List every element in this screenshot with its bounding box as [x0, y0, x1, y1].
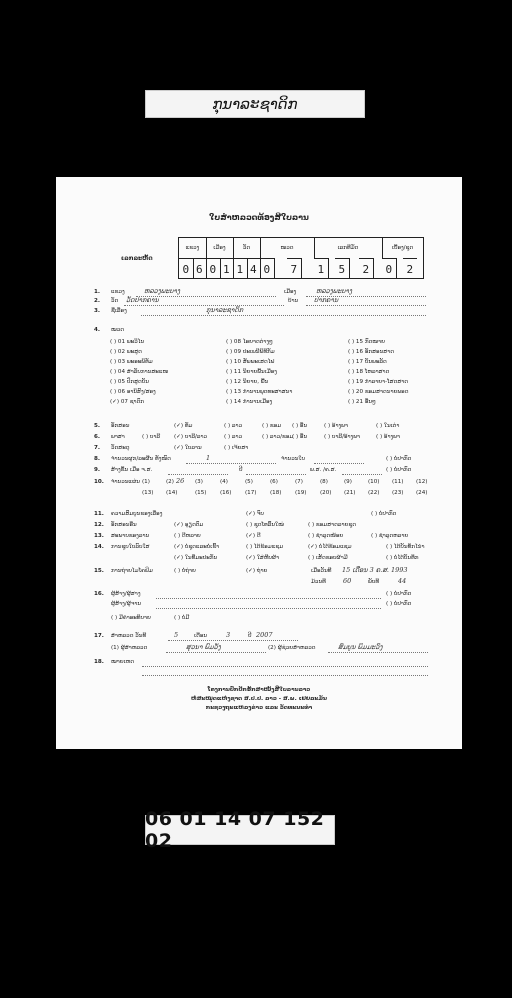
category-option: ( ) 19 ກຳລາຍາ-ໂສດສາດ [348, 379, 409, 385]
sheet-count-cell: (14) [166, 490, 178, 496]
province-value: ຫລວງພະບາງ [144, 287, 181, 295]
language-option: ( ) ບາລີ/ອ້າງພາ [324, 434, 361, 440]
sheet-count-cell: (2) [166, 479, 174, 485]
sheet-count-cell: (11) [392, 479, 404, 485]
code-digit: 1 [233, 258, 248, 279]
category-option: ( ) 14 ກຳນານເມືອງ [226, 399, 273, 405]
field-number: 18. [94, 659, 104, 665]
category-label: ໝວດ [111, 327, 125, 333]
assistant-surveyor-name: ສົມບູນ ພິມມະວົງ [338, 643, 383, 651]
category-option-selected: (✓) 07 ຊາດົກ [110, 399, 145, 405]
code-digit: 0 [382, 258, 397, 279]
code-digit: 1 [220, 258, 235, 279]
created-label: ສ້າງຂຶ້ນ ເມື່ອ ຈ.ສ. [111, 467, 153, 473]
category-option: ( ) 02 ພະສູດ [110, 349, 142, 355]
material-option-selected: (✓) ໃບລານ [174, 445, 202, 451]
survey-day: 5 [174, 631, 179, 639]
code-grid [178, 237, 424, 279]
other-script-option: ( ) ຊຸດໂທລົ້ນໃໝ່ [246, 522, 284, 528]
assistant-surveyor-label: (2) ຜູ້ຊ່ວຍສຳຫລວດ [268, 645, 316, 651]
condition-option: ( ) ຊຳລຸດໜ້ອຍ [308, 533, 344, 539]
survey-year: 2007 [256, 631, 273, 639]
created-unknown: ( ) ບໍ່ປາກົດ [386, 467, 412, 473]
field-number: 9. [94, 467, 101, 473]
category-option: ( ) 05 ປົກສູດບັນ [110, 379, 149, 385]
other-script-option: (✓) ອຸຽດຕົມ [174, 522, 204, 528]
code-digit: 7 [287, 258, 302, 279]
month-label: ເດືອນ [194, 633, 208, 639]
category-option: ( ) 06 ອານິສົງ/ສອງ [110, 389, 156, 395]
field-number: 3. [94, 308, 101, 314]
category-option: ( ) 13 ກຳນານພຸດທະສາສນາ [226, 389, 293, 395]
field-number: 10. [94, 479, 104, 485]
microfilm-date-label: ເມື່ອວັນທີ [311, 568, 332, 574]
survey-month: 3 [226, 631, 231, 639]
microfilm-option: ( ) ບໍ່ຖ່າຍ [174, 568, 196, 574]
script-label: ອັກສອນ [111, 423, 130, 429]
script-option: ( ) ອ້າງພາ [324, 423, 349, 429]
category-option: ( ) 17 ບັນພະລັດ [348, 359, 387, 365]
language-option: ( ) ລາວ [224, 434, 243, 440]
code-digit: 5 [335, 258, 350, 279]
category-option: ( ) 10 ສັພພະເສດໄຟ [226, 359, 275, 365]
microfilm-label: ການຖ່າຍໄມໂຄຟິມ [111, 568, 153, 574]
sheet-count-cell: (4) [220, 479, 228, 485]
bundle-count-label: ຈຳນວນຜູກ/ລະຜືນ ທັງໝົດ [111, 456, 171, 462]
scribe-unknown: ( ) ບໍ່ປາກົດ [386, 601, 412, 607]
form-title: ໃບສຳຫລວດທ້ອງສີໃບລານ [209, 213, 309, 222]
sheet-count-cell: (8) [320, 479, 328, 485]
temple-value: ວັດປາກຄານ [126, 296, 159, 304]
sheet-count-value: 26 [176, 477, 185, 485]
field-number: 11. [94, 511, 104, 517]
bundle-count-value: 1 [206, 454, 211, 462]
code-digit: 2 [403, 258, 417, 279]
category-option: ( ) 15 ກົດໝາຍ [348, 339, 385, 345]
field-number: 15. [94, 568, 104, 574]
sheet-count-cell: (12) [416, 479, 428, 485]
category-option: ( ) 11 ນິຍາຍພື້ນເມືອງ [226, 369, 277, 375]
code-digit: 1 [314, 258, 329, 279]
microfilm-option-selected: (✓) ຖ່າຍ [246, 568, 268, 574]
category-option: ( ) 12 ນິຍາຍ, ພື້ນ [226, 379, 269, 385]
condition-option: ( ) ຊຳລຸດຫລາຍ [371, 533, 409, 539]
code-header: ເລກທີມັດ [314, 238, 383, 258]
category-option: ( ) 04 ສຳລັບການສະແໜ [110, 369, 169, 375]
field-number: 5. [94, 423, 101, 429]
roll-label: ມ້ວນທີ [311, 579, 326, 585]
sheet-count-cell: (10) [368, 479, 380, 485]
microfilm-date-value: 15 ເດືອນ 3 ຄ.ສ. 1993 [342, 566, 408, 574]
sheet-count-cell: (6) [270, 479, 278, 485]
title-label-strip: ກຸນາລະຊາດິກ [145, 90, 365, 118]
preservation-option: ( ) ບໍ່ໄດ້ບັນທຶກ [386, 555, 419, 561]
code-digit: 6 [193, 258, 208, 279]
sheet-count-cell: (24) [416, 490, 428, 496]
field-number: 2. [94, 298, 101, 304]
condition-option: ( ) ດີຫລາຍ [174, 533, 201, 539]
era-label: ພ.ສ. /ຄ.ສ. [310, 467, 337, 473]
preservation-option: (✓) ໃສ່ຫີບຜ້າ [246, 555, 280, 561]
sheet-count-cell: (21) [344, 490, 356, 496]
material-label: ວັດສະດຸ [111, 445, 130, 451]
story-title-value: ກຸນາລະຊາດິກ [206, 306, 244, 314]
roll-value: 60 [343, 577, 352, 585]
category-option: ( ) 16 ອັກສອນສາດ [348, 349, 394, 355]
story-title-label: ຊື່ເລື່ອງ [111, 308, 127, 314]
script-option: (✓) ທັມ [174, 423, 193, 429]
sheet-count-cell: (3) [195, 479, 203, 485]
other-script-option: ( ) ຂອມສາດລາຍຊຸດ [308, 522, 356, 528]
year-label: ປີ [248, 633, 252, 639]
language-option: ( ) ລາວ/ຂອມ [262, 434, 294, 440]
material-option: ( ) ເຈ້ຍສາ [224, 445, 249, 451]
condition-option-selected: (✓) ດີ [246, 533, 261, 539]
field-number: 6. [94, 434, 101, 440]
code-label-strip: 06 01 14 07 152 02 [145, 815, 335, 845]
field-number: 17. [94, 633, 104, 639]
preservation-option: (✓) ໃນທີ່ມະປະກັນ [174, 555, 218, 561]
category-option: ( ) 08 ໄອຍາດຕ່າງໆ [226, 339, 273, 345]
district-value: ຫລວງພະບາງ [316, 287, 353, 295]
survey-form [56, 177, 462, 749]
sheet-count-cell: (17) [245, 490, 257, 496]
footer-library: ຫໍສະໝຸດແຫ່ງຊາດ ສ.ປ.ປ. ລາວ - ສ.ພ. ເຢຍລະມັນ [190, 696, 328, 702]
field-number: 13. [94, 533, 104, 539]
scribe-label: ຜູ້ສ້າງ/ຜູ້ຈານ [111, 601, 142, 607]
sheet-count-cell: (1) [142, 479, 150, 485]
preservation-option: (✓) ບໍ່ຊຸດແລະບໍ່ເຂົ້າ [174, 544, 220, 550]
sheet-count-cell: (13) [142, 490, 154, 496]
field-number: 16. [94, 591, 104, 597]
village-value: ປາກຄານ [314, 296, 339, 304]
language-option: ( ) ອ້າງພາ [376, 434, 401, 440]
author-label: ຜູ້ສ້າງ/ຜູ້ສາງ [111, 591, 141, 597]
completeness-option: ( ) ບໍ່ປາກົດ [371, 511, 397, 517]
sheet-count-cell: (15) [195, 490, 207, 496]
footer-ministry: ກະຊວງຖະແຫລງຂ່າວ ແລະ ວັດທະນະທຳ [205, 705, 313, 711]
category-option: ( ) 18 ໂຫລາສາດ [348, 369, 390, 375]
category-option: ( ) 03 ພະອະພິທັມ [110, 359, 153, 365]
sheet-count-cell: (20) [320, 490, 332, 496]
code-digit: 0 [206, 258, 221, 279]
sheet-count-cell: (9) [344, 479, 352, 485]
script-option: ( ) ລາວ [224, 423, 243, 429]
leaf-count-unknown: ( ) ບໍ່ປາກົດ [386, 456, 412, 462]
script-option: ( ) ໃນເຕ່າ [376, 423, 400, 429]
script-option: ( ) ອື່ນ [292, 423, 308, 429]
code-digit: 0 [179, 258, 194, 279]
preservation-option: ( ) ໄດ້ຂ້ອມແຊມ [246, 544, 284, 550]
code-header: ເມືອງ [206, 238, 234, 258]
village-label: ບ້ານ [288, 298, 299, 304]
language-option: ( ) ອື່ນ [292, 434, 308, 440]
frame-label: ພັບທີ [368, 579, 380, 585]
preservation-option: ( ) ໄດ້ບັນທຶກໄນຳ [386, 544, 425, 550]
explanation-option: ( ) ບໍ່ມີ [174, 615, 190, 621]
survey-date-label: ສຳຫລວດ ວັນທີ [111, 633, 147, 639]
code-header: ໝວດ [260, 238, 315, 258]
completeness-label: ຄວາມສົມບູນຂອງເລື່ອງ [111, 511, 163, 517]
sheet-count-cell: (7) [295, 479, 303, 485]
code-digit: 4 [247, 258, 262, 279]
code-header: ແຂວງ [179, 238, 207, 258]
other-script-label: ອັກສອນອື່ນ [111, 522, 137, 528]
code-header: ເບື້ອງ/ຊຸດ [391, 245, 414, 251]
explanation-label: ( ) ມີຄຳອະທິບາຍ [111, 615, 151, 621]
category-option: ( ) 01 ພະວິໄນ [110, 339, 145, 345]
category-option: ( ) 20 ຂອມສາດນາຍພອດ [348, 389, 409, 395]
language-label: ພາສາ [111, 434, 125, 440]
year-label: ປີ [239, 467, 243, 473]
condition-label: ສະພາບຂອງລານ [111, 533, 150, 539]
field-number: 1. [94, 289, 101, 295]
code-digit: 2 [359, 258, 374, 279]
field-number: 14. [94, 544, 104, 550]
sheet-count-cell: (19) [295, 490, 307, 496]
preservation-option: (✓) ບໍ່ໄດ້ຂ້ອມແຊມ [308, 544, 352, 550]
frame-value: 44 [398, 577, 407, 585]
field-number: 4. [94, 327, 101, 333]
district-label: ເມືອງ [284, 289, 297, 295]
surveyor-label: (1) ຜູ້ສຳຫລວດ [111, 645, 148, 651]
preservation-option: ( ) ເສັດຂອບຜ້າມີ [308, 555, 348, 561]
field-number: 7. [94, 445, 101, 451]
category-option: ( ) 09 ປະເພນີພິທີກັມ [226, 349, 275, 355]
completeness-option-selected: (✓) ຈົບ [246, 511, 264, 517]
script-option: ( ) ຂອມ [262, 423, 282, 429]
sheet-count-cell: (22) [368, 490, 380, 496]
code-label: ເລກລະຫັດ [121, 255, 153, 262]
language-option-selected: (✓) ບາລີ/ລາວ [174, 434, 208, 440]
language-option: ( ) ບາລີ [142, 434, 161, 440]
preservation-label: ການຊຸບໃບລົບໃສ [111, 544, 150, 550]
footer-project: ໂຄງການປົກປັກຮັກສາໜັງສືໃບລານລາວ [207, 687, 311, 693]
sheet-count-cell: (23) [392, 490, 404, 496]
sheet-count-cell: (16) [220, 490, 232, 496]
sheet-count-label: ຈຳນວນແຜ່ນ [111, 479, 140, 485]
province-label: ແຂວງ [111, 289, 125, 295]
sheet-count-cell: (18) [270, 490, 282, 496]
remarks-label: ໝາຍເຫດ [111, 659, 135, 665]
code-header: ວັດ [233, 238, 261, 258]
code-digit: 0 [260, 258, 275, 279]
surveyor-name: ສຸວນາ ພົມວັງ [186, 643, 221, 651]
leaf-count-label: ຈຳນວນໃບ [281, 456, 305, 462]
temple-label: ວັດ [111, 298, 119, 304]
sheet-count-cell: (5) [245, 479, 253, 485]
field-number: 8. [94, 456, 101, 462]
field-number: 12. [94, 522, 104, 528]
category-option: ( ) 21 ອື່ນໆ [348, 399, 376, 405]
author-unknown: ( ) ບໍ່ປາກົດ [386, 591, 412, 597]
